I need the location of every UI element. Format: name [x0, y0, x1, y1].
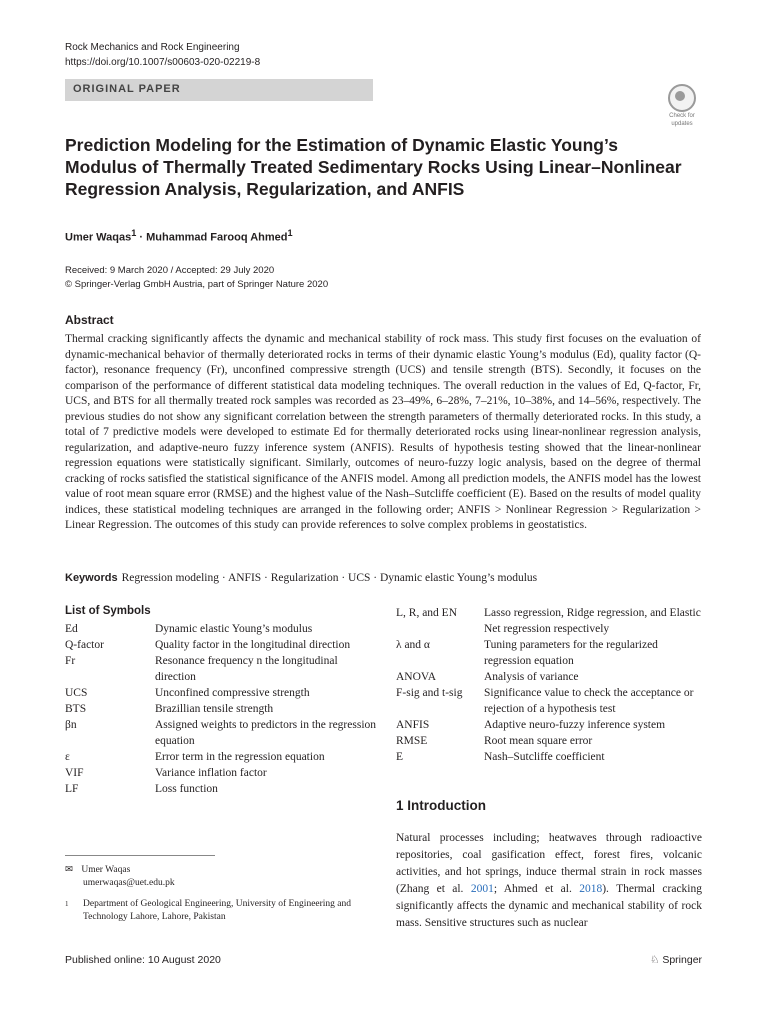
symbol-definition: Dynamic elastic Young’s modulus: [155, 623, 313, 635]
symbol-definition: Unconfined compressive strength: [155, 687, 310, 699]
check-for-updates-button[interactable]: [660, 84, 704, 126]
symbols-list-left: [65, 621, 380, 797]
symbol-row: [65, 653, 380, 685]
keywords-list: Regression modeling · ANFIS · Regularization · UCS · Dynamic elastic Young’s modulus: [121, 572, 538, 584]
journal-header: [65, 40, 260, 70]
symbol-term: BTS: [65, 703, 87, 715]
introduction-text: [396, 830, 702, 932]
email-link[interactable]: umerwaqas@uet.edu.pk: [83, 878, 175, 888]
symbol-row: [396, 717, 706, 733]
symbol-row: [65, 701, 380, 717]
symbol-definition: Error term in the regression equation: [155, 751, 325, 763]
doi-link[interactable]: https://doi.org/10.1007/s00603-020-02219-8: [65, 57, 261, 68]
symbol-term: ε: [65, 751, 70, 763]
symbol-definition: Resonance frequency n the longitudinal direction: [155, 655, 338, 683]
publisher-name: Springer: [662, 954, 703, 966]
intro-text-part: Natural processes including; heatwaves through radioactive repositories, coal gasification effect, forest fires, volcanic activities, and hot springs, induce thermal strain in rock masses (Zhang et al.: [396, 832, 702, 895]
symbol-definition: Tuning parameters for the regularized regression equation: [484, 639, 658, 667]
corresponding-author: Umer Waqas: [81, 865, 131, 875]
abstract-body: Thermal cracking significantly affects the dynamic and mechanical stability of rock mass. This study first focuses on the evaluation of dynamic-mechanical behavior of thermally deteriorated rocks in terms of their dynamic elastic Young’s modulus (Ed), quality factor (Q-factor), resonance frequency (Fr), unconfined compressive strength (UCS) and tensile strength (BTS). Secondly, it focuses on the comparison of the performance of different statistical data modeling techniques. The overall reduction in the values of Ed, Q-factor, Fr, UCS, and BTS for all thermally treated rock samples was recorded as 23–49%, 6–28%, 7–21%, 10–38%, and 14–56%, respectively. The previous studies do not show any significant correlation between the strength parameters of thermally deteriorated rocks. In this study, a total of 7 predictive models were developed to estimate Ed for thermally deteriorated rocks using linear-nonlinear regression analysis, regularization, and adaptive-neuro fuzzy inference system (ANFIS). Results of hypothesis testing showed that the linear-nonlinear regression equations were statistically significant. Similarly, outcomes of neuro-fuzzy logic analysis, based on the degree of thermal cracking of rocks satisfied the statistical significance of the ANFIS model. Among all prediction models, the ANFIS model has the lowest value of root mean square error (RMSE) and the highest value of the Nash–Sutcliffe coefficient (E). Based on the results of model quality indices, these statistical modeling techniques are arranged in the following order; ANFIS > Nonlinear Regression > Regularization > Linear Regression. The outcomes of this study can provide references to solve complex problems in geostatistics.: [65, 333, 701, 531]
affiliation-text: Department of Geological Engineering, University of Engineering and Technology Lahore, Lahore, Pakistan: [83, 899, 352, 922]
symbol-term: RMSE: [396, 735, 428, 747]
symbol-term: λ and α: [396, 639, 430, 651]
symbol-term: L, R, and EN: [396, 607, 458, 619]
symbol-definition: Nash–Sutcliffe coefficient: [484, 751, 605, 763]
check-updates-label-2: updates: [671, 121, 693, 127]
symbols-list-right: [396, 605, 706, 765]
intro-text-part: ). Thermal cracking significantly affects the dynamic and mechanical stability of rock mass. Sensitive structures such as nuclear: [396, 883, 702, 929]
footnote-rule: [65, 855, 215, 856]
envelope-icon: ✉: [65, 865, 73, 875]
symbol-row: [65, 749, 380, 765]
symbol-definition: Loss function: [155, 783, 218, 795]
author-2-affil: 1: [287, 228, 293, 238]
symbol-term: Fr: [65, 655, 76, 667]
springer-horse-icon: ♘: [650, 954, 660, 966]
keywords: [65, 572, 705, 584]
symbol-term: ANFIS: [396, 719, 430, 731]
symbol-term: LF: [65, 783, 79, 795]
check-updates-label-1: Check for: [669, 113, 695, 119]
symbol-row: [65, 685, 380, 701]
symbol-definition: Quality factor in the longitudinal direction: [155, 639, 351, 651]
symbol-term: βn: [65, 719, 77, 731]
symbol-term: VIF: [65, 767, 84, 779]
symbol-row: [65, 621, 380, 637]
publication-dates: [65, 264, 328, 292]
symbol-term: UCS: [65, 687, 88, 699]
symbol-definition: Analysis of variance: [484, 671, 579, 683]
symbols-heading: List of Symbols: [65, 605, 151, 617]
crossmark-icon: [668, 84, 696, 112]
author-1-affil: 1: [131, 228, 137, 238]
published-online: Published online: 10 August 2020: [65, 954, 221, 966]
intro-text-part: ; Ahmed et al.: [493, 883, 580, 895]
footnotes: [65, 864, 365, 924]
author-separator: ·: [136, 231, 147, 244]
journal-name: Rock Mechanics and Rock Engineering: [65, 42, 240, 53]
section-heading-introduction: 1 Introduction: [396, 798, 486, 813]
abstract-heading: Abstract: [65, 313, 114, 327]
symbol-term: F-sig and t-sig: [396, 687, 463, 699]
symbol-row: [396, 733, 706, 749]
symbol-definition: Root mean square error: [484, 735, 593, 747]
paper-title: Prediction Modeling for the Estimation of Dynamic Elastic Young’s Modulus of Thermally Treated Sedimentary Rocks Using Linear–Nonlinear Regression Analysis, Regularization, and ANFIS: [65, 135, 682, 199]
citation-link[interactable]: 2018: [579, 883, 603, 895]
symbol-term: E: [396, 751, 404, 763]
symbol-row: [396, 685, 706, 717]
citation-link[interactable]: 2001: [470, 883, 494, 895]
received-accepted: Received: 9 March 2020 / Accepted: 29 July 2020: [65, 265, 275, 276]
keywords-label: Keywords: [65, 572, 118, 584]
symbol-term: Ed: [65, 623, 78, 635]
symbol-row: [396, 605, 706, 637]
symbol-term: ANOVA: [396, 671, 437, 683]
symbol-definition: Assigned weights to predictors in the regression equation: [155, 719, 377, 747]
symbol-definition: Brazillian tensile strength: [155, 703, 274, 715]
symbol-row: [65, 717, 380, 749]
symbol-definition: Lasso regression, Ridge regression, and Elastic Net regression respectively: [484, 607, 701, 635]
author-list: [65, 228, 293, 244]
symbol-row: [65, 765, 380, 781]
symbol-definition: Variance inflation factor: [155, 767, 267, 779]
publisher: [650, 954, 702, 966]
symbol-row: [396, 669, 706, 685]
symbol-term: Q-factor: [65, 639, 104, 651]
symbol-definition: Significance value to check the acceptance or rejection of a hypothesis test: [484, 687, 694, 715]
symbol-row: [65, 781, 380, 797]
author-1[interactable]: Umer Waqas: [65, 231, 132, 244]
symbol-row: [396, 749, 706, 765]
author-2[interactable]: Muhammad Farooq Ahmed: [146, 231, 288, 244]
symbol-row: [396, 637, 706, 669]
symbol-definition: Adaptive neuro-fuzzy inference system: [484, 719, 666, 731]
article-type-label: ORIGINAL PAPER: [73, 83, 181, 95]
affiliation-number: 1: [65, 900, 69, 908]
symbol-row: [65, 637, 380, 653]
copyright: © Springer-Verlag GmbH Austria, part of Springer Nature 2020: [65, 279, 329, 290]
article-type-badge: [65, 79, 373, 101]
